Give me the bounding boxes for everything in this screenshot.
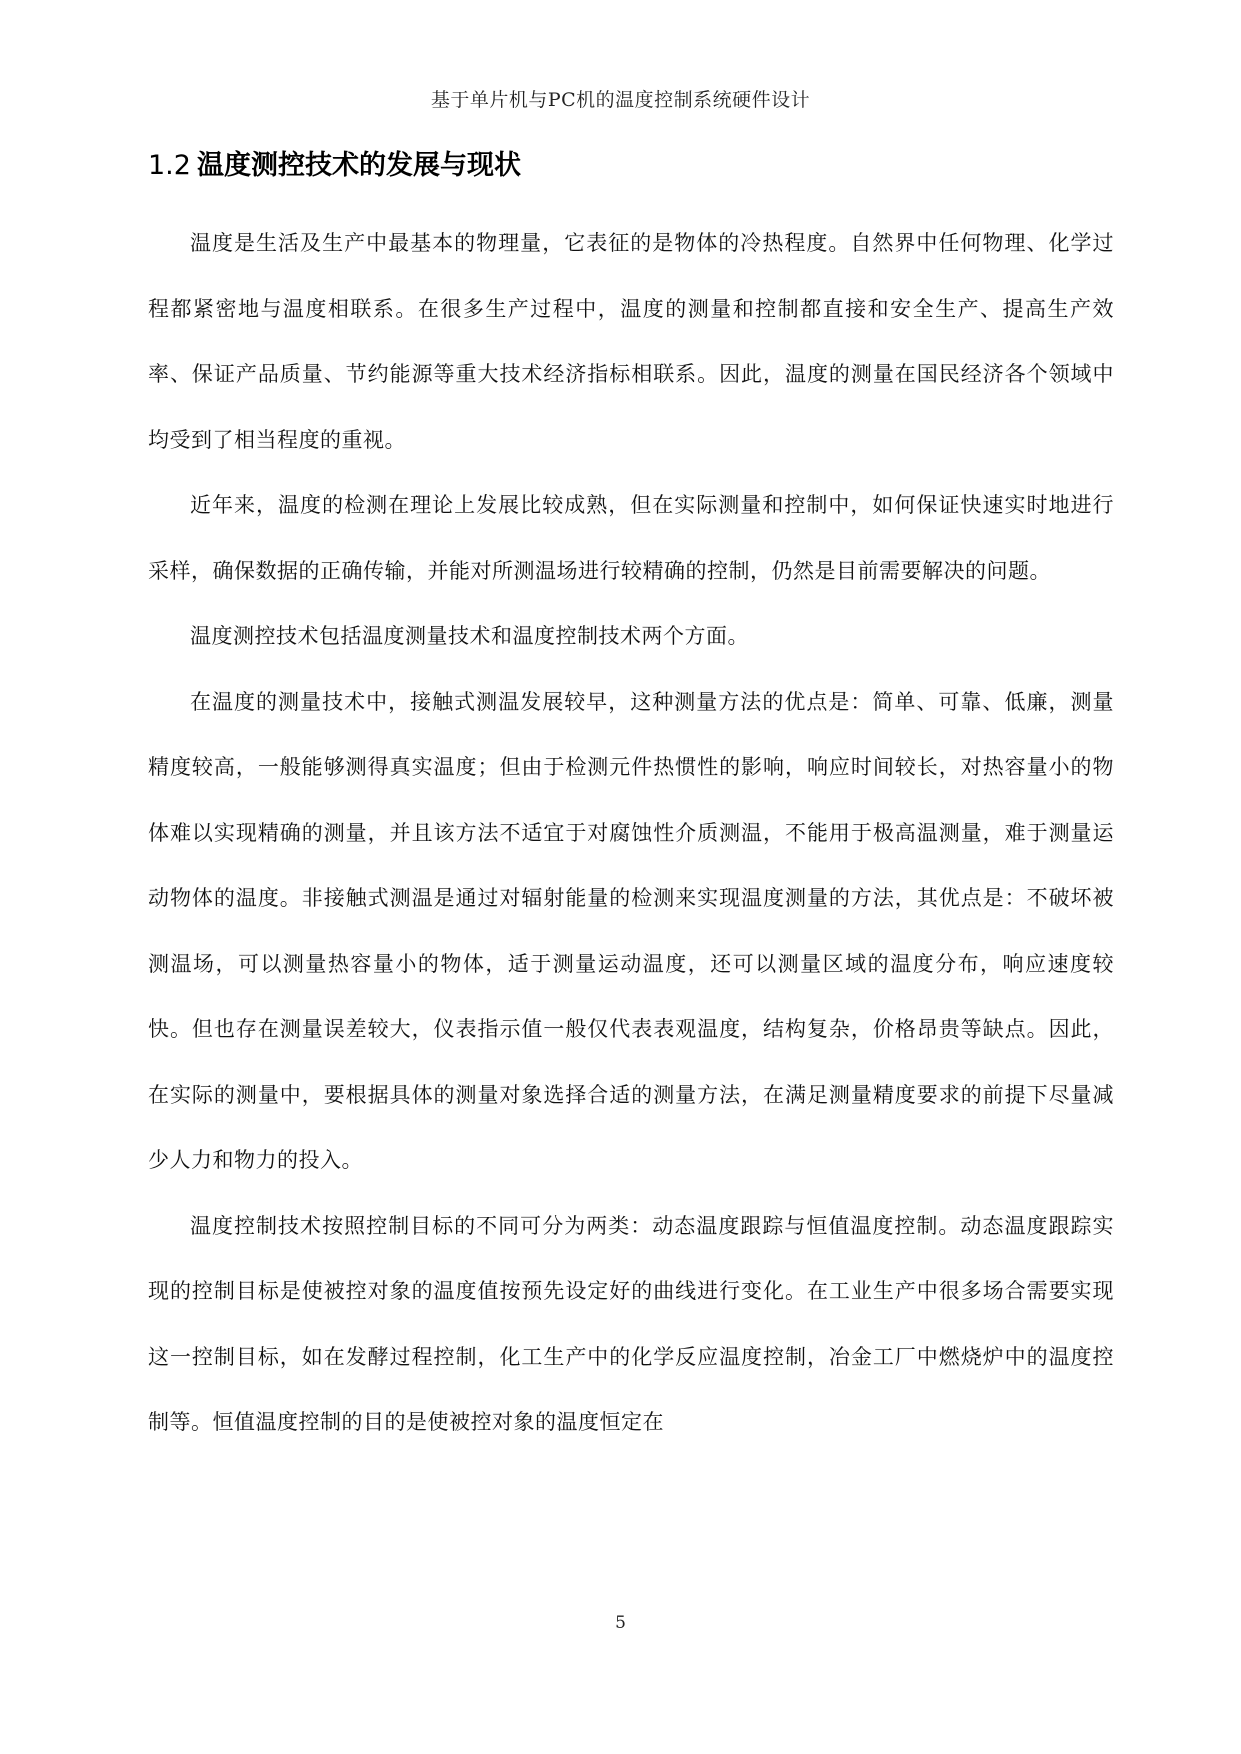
paragraph: 温度控制技术按照控制目标的不同可分为两类：动态温度跟踪与恒值温度控制。动态温度跟踪实现的控制目标是使被控对象的温度值按预先设定好的曲线进行变化。在工业生产中很多场合需要实现这一控制目标，如在发酵过程控制，化工生产中的化学反应温度控制，冶金工厂中燃烧炉中的温度控制等。恒值温度控制的目的是使被控对象的温度恒定在 <box>148 1213 1114 1434</box>
paragraph: 温度测控技术包括温度测量技术和温度控制技术两个方面。 <box>190 624 749 648</box>
section-number: 1.2 <box>148 150 191 181</box>
section-title: 温度测控技术的发展与现状 <box>196 150 521 181</box>
paragraph: 近年来，温度的检测在理论上发展比较成熟，但在实际测量和控制中，如何保证快速实时地进行采样，确保数据的正确传输，并能对所测温场进行较精确的控制，仍然是目前需要解决的问题。 <box>148 493 1114 583</box>
paragraph: 温度是生活及生产中最基本的物理量，它表征的是物体的冷热程度。自然界中任何物理、化学过程都紧密地与温度相联系。在很多生产过程中，温度的测量和控制都直接和安全生产、提高生产效率、保证产品质量、节约能源等重大技术经济指标相联系。因此，温度的测量在国民经济各个领域中均受到了相当程度的重视。 <box>148 231 1114 452</box>
body-text <box>148 211 1114 1456</box>
page-number: 5 <box>615 1613 626 1633</box>
paragraph: 在温度的测量技术中，接触式测温发展较早，这种测量方法的优点是：简单、可靠、低廉，测量精度较高，一般能够测得真实温度；但由于检测元件热惯性的影响，响应时间较长，对热容量小的物体难以实现精确的测量，并且该方法不适宜于对腐蚀性介质测温，不能用于极高温测量，难于测量运动物体的温度。非接触式测温是通过对辐射能量的检测来实现温度测量的方法，其优点是：不破坏被测温场，可以测量热容量小的物体，适于测量运动温度，还可以测量区域的温度分布，响应速度较快。但也存在测量误差较大，仪表指示值一般仅代表表观温度，结构复杂，价格昂贵等缺点。因此，在实际的测量中，要根据具体的测量对象选择合适的测量方法，在满足测量精度要求的前提下尽量减少人力和物力的投入。 <box>148 689 1114 1172</box>
header-divider <box>150 118 1091 119</box>
section-heading <box>148 148 521 184</box>
running-header: 基于单片机与PC机的温度控制系统硬件设计 <box>430 89 811 111</box>
